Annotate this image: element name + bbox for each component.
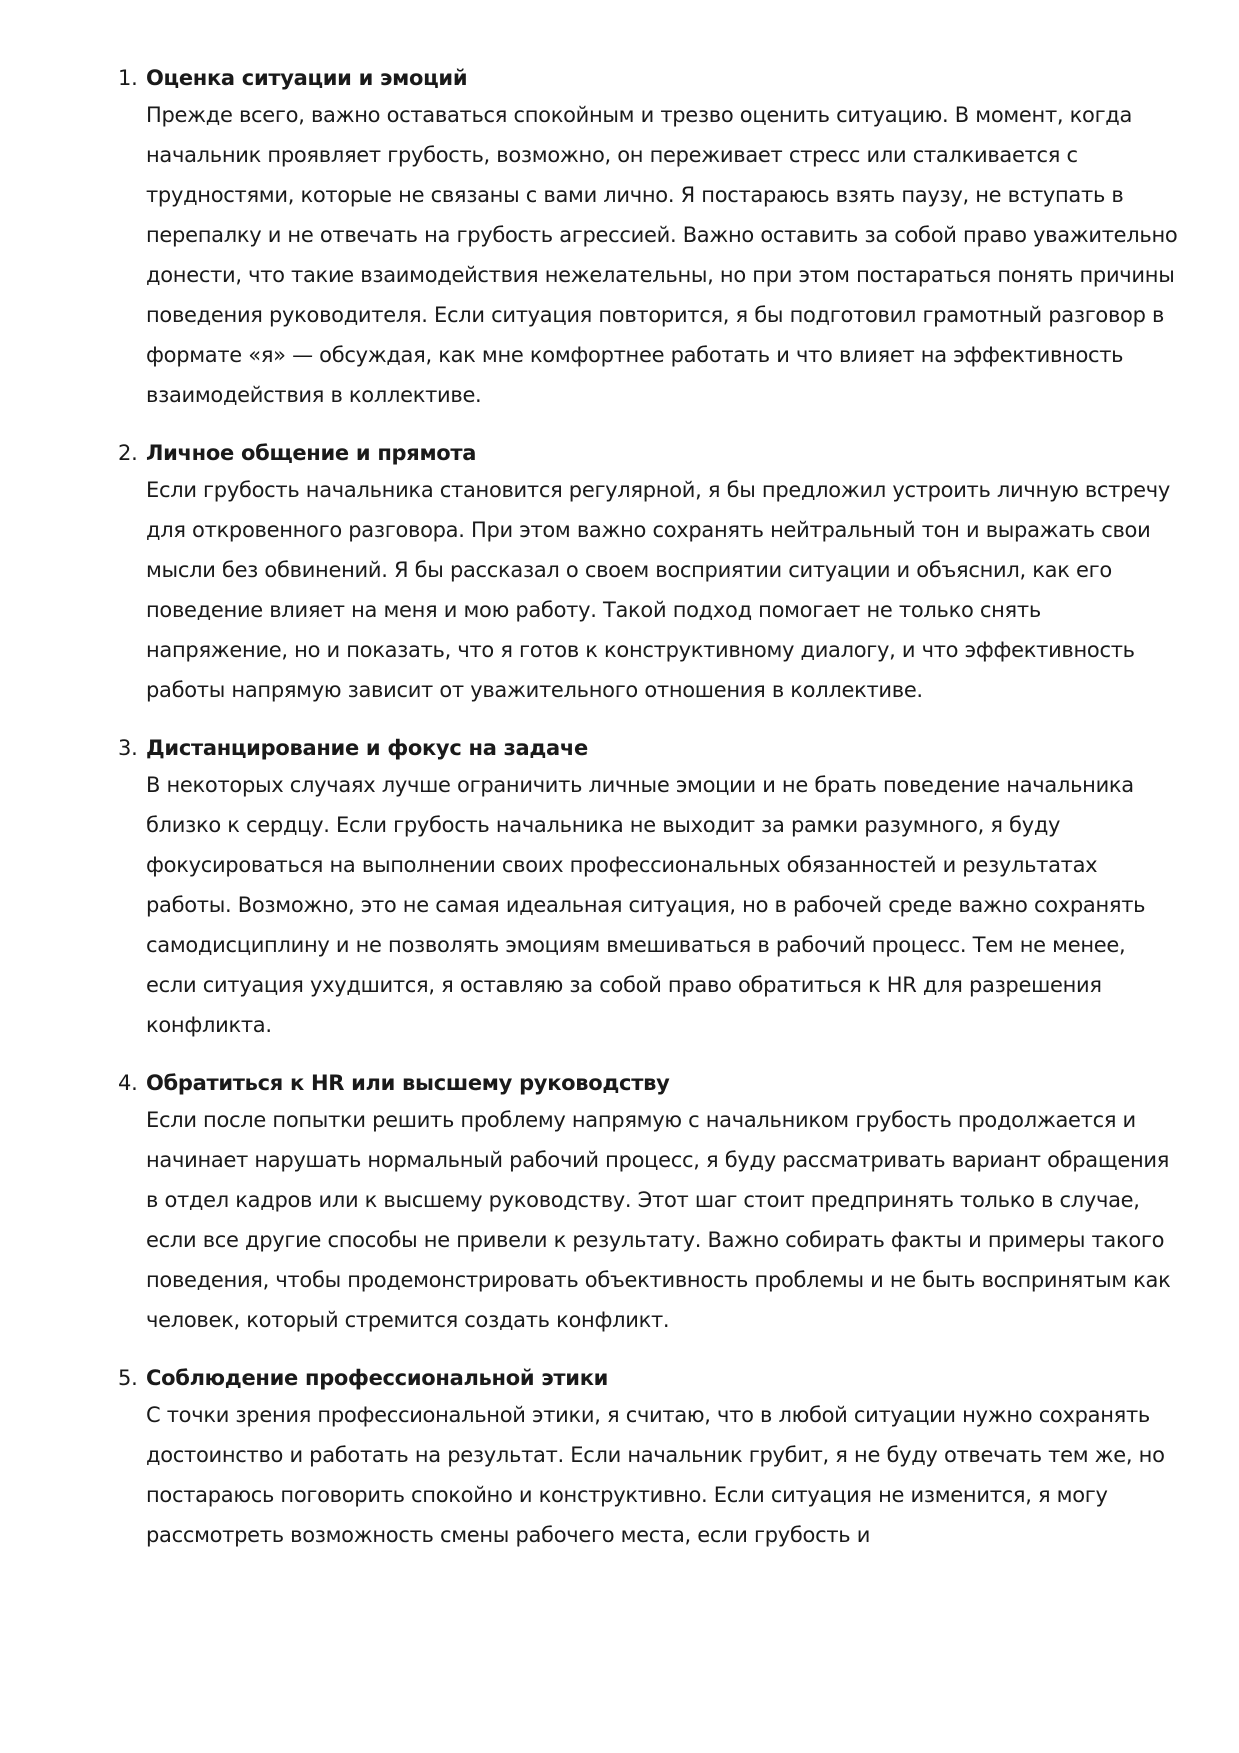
item-body: В некоторых случаях лучше ограничить личные эмоции и не брать поведение начальника близко к сердцу. Если грубость начальника не выходит за рамки разумного, я буду фокусироваться на выполнении своих профессиональных обязанностей и результатах работы. Возможно, это не самая идеальная ситуация, но в рабочей среде важно сохранять самодисциплину и не позволять эмоциям вмешиваться в рабочий процесс. Тем не менее, если ситуация ухудшится, я оставляю за собой право обратиться к HR для разрешения конфликта. <box>146 773 1146 1037</box>
item-title: Соблюдение профессиональной этики <box>146 1366 609 1390</box>
item-title: Оценка ситуации и эмоций <box>146 66 468 90</box>
item-number: 5. <box>118 1366 138 1390</box>
list-item <box>118 732 1179 1045</box>
list-item <box>118 437 1179 710</box>
item-number: 3. <box>118 736 138 760</box>
numbered-list <box>118 62 1179 1555</box>
list-item <box>118 62 1179 415</box>
item-title: Дистанцирование и фокус на задаче <box>146 736 588 760</box>
item-number: 4. <box>118 1071 138 1095</box>
item-body: С точки зрения профессиональной этики, я считаю, что в любой ситуации нужно сохранять достоинство и работать на результат. Если начальник грубит, я не буду отвечать тем же, но постараюсь поговорить спокойно и конструктивно. Если ситуация не изменится, я могу рассмотреть возможность смены рабочего места, если грубость и <box>146 1403 1165 1547</box>
item-number: 2. <box>118 441 138 465</box>
item-body: Если после попытки решить проблему напрямую с начальником грубость продолжается и начинает нарушать нормальный рабочий процесс, я буду рассматривать вариант обращения в отдел кадров или к высшему руководству. Этот шаг стоит предпринять только в случае, если все другие способы не привели к результату. Важно собирать факты и примеры такого поведения, чтобы продемонстрировать объективность проблемы и не быть воспринятым как человек, который стремится создать конфликт. <box>146 1108 1171 1332</box>
item-title: Обратиться к HR или высшему руководству <box>146 1071 670 1095</box>
item-number: 1. <box>118 66 138 90</box>
item-title: Личное общение и прямота <box>146 441 477 465</box>
list-item <box>118 1067 1179 1340</box>
list-item <box>118 1362 1179 1555</box>
item-body: Если грубость начальника становится регулярной, я бы предложил устроить личную встречу для откровенного разговора. При этом важно сохранять нейтральный тон и выражать свои мысли без обвинений. Я бы рассказал о своем восприятии ситуации и объяснил, как его поведение влияет на меня и мою работу. Такой подход помогает не только снять напряжение, но и показать, что я готов к конструктивному диалогу, и что эффективность работы напрямую зависит от уважительного отношения в коллективе. <box>146 478 1170 702</box>
item-body: Прежде всего, важно оставаться спокойным и трезво оценить ситуацию. В момент, когда начальник проявляет грубость, возможно, он переживает стресс или сталкивается с трудностями, которые не связаны с вами лично. Я постараюсь взять паузу, не вступать в перепалку и не отвечать на грубость агрессией. Важно оставить за собой право уважительно донести, что такие взаимодействия нежелательны, но при этом постараться понять причины поведения руководителя. Если ситуация повторится, я бы подготовил грамотный разговор в формате «я» — обсуждая, как мне комфортнее работать и что влияет на эффективность взаимодействия в коллективе. <box>146 103 1178 407</box>
